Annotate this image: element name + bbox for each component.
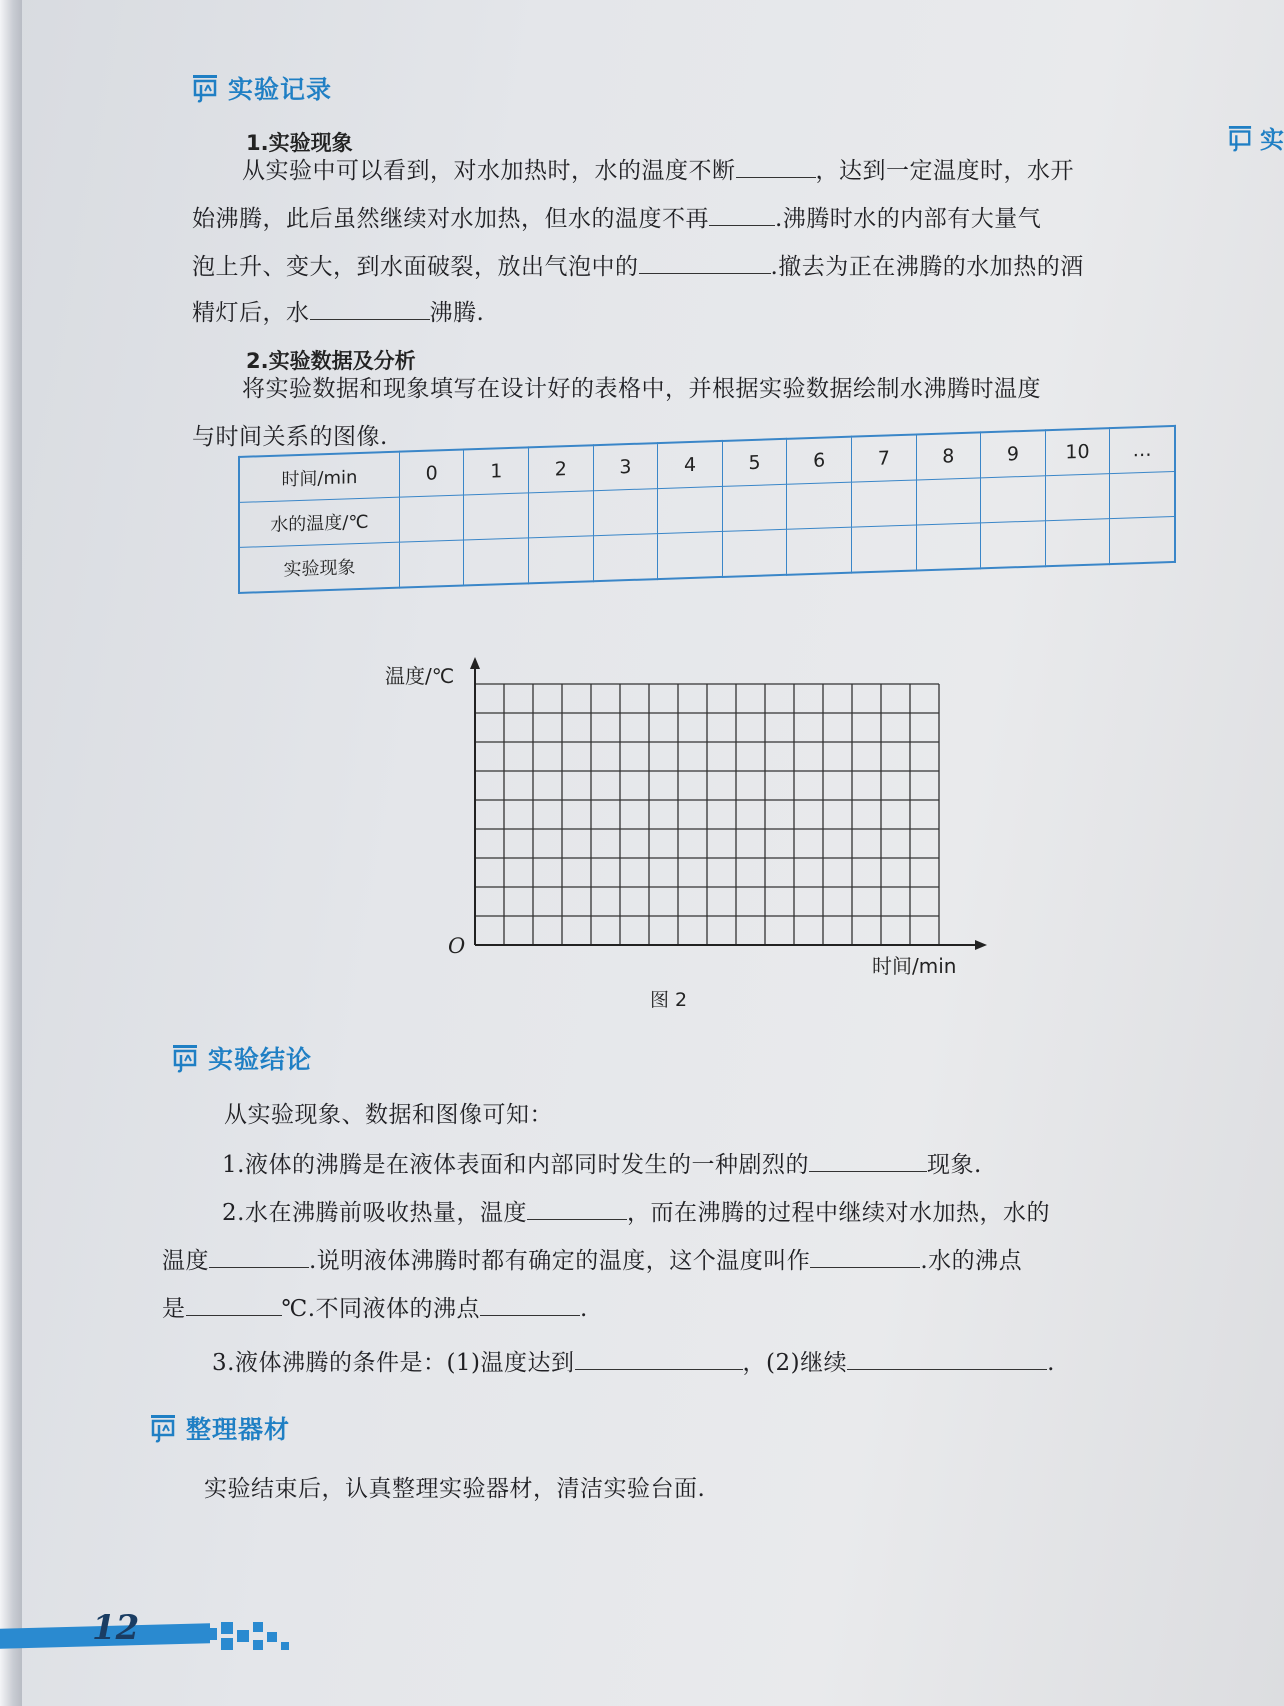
empty-cell[interactable]	[787, 527, 852, 575]
time-cell: 5	[722, 439, 787, 487]
analysis-paragraph: 与时间关系的图像.	[192, 424, 388, 450]
empty-cell[interactable]	[529, 536, 594, 584]
answer-blank[interactable]	[810, 1243, 920, 1268]
figure-caption: 图 2	[650, 989, 688, 1011]
time-cell: 7	[851, 435, 916, 483]
empty-cell[interactable]	[851, 525, 916, 573]
y-axis-arrow	[470, 657, 480, 669]
answer-blank[interactable]	[310, 295, 430, 320]
page-number: 12	[92, 1608, 140, 1648]
origin-label: O	[448, 934, 466, 958]
time-cell: 4	[658, 441, 723, 489]
answer-blank[interactable]	[847, 1345, 1047, 1370]
graph-grid	[475, 684, 939, 945]
section-icon	[172, 1043, 198, 1073]
text-line: 泡上升、变大，到水面破裂，放出气泡中的	[192, 254, 639, 280]
section-icon	[192, 73, 218, 103]
text-line: .说明液体沸腾时都有确定的温度，这个温度叫作	[309, 1248, 811, 1274]
empty-cell[interactable]	[981, 476, 1046, 523]
empty-cell[interactable]	[851, 480, 916, 527]
conclusion-item-3	[212, 1340, 1212, 1386]
text-line: 温度	[162, 1248, 209, 1274]
section-heading-conclusion	[172, 1040, 312, 1076]
text-line: ，达到一定温度时，水开	[815, 158, 1074, 184]
y-axis-label: 温度/℃	[385, 664, 455, 688]
conclusion-item-2-cont	[162, 1238, 1202, 1284]
answer-blank[interactable]	[809, 1147, 927, 1172]
text-line: 3.液体沸腾的条件是：(1)温度达到	[212, 1350, 575, 1376]
answer-blank[interactable]	[575, 1345, 743, 1370]
conclusion-intro: 从实验现象、数据和图像可知：	[224, 1102, 553, 1128]
empty-cell[interactable]	[1110, 516, 1175, 564]
text-line: .	[580, 1296, 588, 1322]
empty-cell[interactable]	[464, 538, 529, 586]
section-title: 实验记录	[228, 75, 333, 104]
text-line: .	[1047, 1350, 1055, 1376]
empty-cell[interactable]	[399, 540, 464, 588]
text-line: ，(2)继续	[742, 1350, 848, 1376]
text-line: .撤去为正在沸腾的水加热的酒	[770, 254, 1084, 280]
section-icon	[1228, 124, 1252, 152]
row-header-time: 时间/min	[239, 452, 399, 503]
side-heading-fragment	[1228, 120, 1284, 155]
phenomenon-paragraph	[192, 290, 1162, 336]
text-line: 是	[162, 1296, 186, 1322]
section-heading-cleanup	[150, 1410, 290, 1446]
text-line: .沸腾时水的内部有大量气	[775, 206, 1042, 232]
empty-cell[interactable]	[1110, 471, 1175, 518]
time-cell: 1	[464, 447, 529, 495]
footer-pixel-decoration	[205, 1618, 295, 1658]
empty-cell[interactable]	[658, 531, 723, 579]
text-line: 2.水在沸腾前吸收热量，温度	[222, 1200, 527, 1226]
row-header-temperature: 水的温度/℃	[239, 497, 399, 547]
section-title: 实验结论	[208, 1045, 313, 1074]
time-cell: 3	[593, 443, 658, 491]
phenomenon-paragraph	[192, 244, 1162, 290]
empty-cell[interactable]	[399, 495, 464, 542]
empty-cell[interactable]	[593, 534, 658, 582]
empty-cell[interactable]	[722, 484, 787, 531]
answer-blank[interactable]	[480, 1291, 580, 1316]
answer-blank[interactable]	[209, 1243, 309, 1268]
empty-cell[interactable]	[981, 521, 1046, 569]
empty-cell[interactable]	[787, 482, 852, 529]
x-axis-arrow	[975, 940, 987, 950]
empty-cell[interactable]	[722, 529, 787, 577]
text-line: 始沸腾，此后虽然继续对水加热，但水的温度不再	[192, 206, 709, 232]
text-line: 沸腾.	[429, 300, 485, 326]
empty-cell[interactable]	[1045, 474, 1110, 521]
empty-cell[interactable]	[916, 523, 981, 571]
text-line: 现象.	[926, 1152, 982, 1178]
phenomenon-paragraph	[192, 196, 1162, 242]
answer-blank[interactable]	[709, 201, 775, 226]
text-line: ，而在沸腾的过程中继续对水加热，水的	[626, 1200, 1050, 1226]
time-cell: 8	[916, 432, 981, 480]
time-cell: …	[1110, 426, 1175, 474]
text-line: 从实验中可以看到，对水加热时，水的温度不断	[242, 158, 736, 184]
phenomenon-paragraph	[242, 148, 1162, 194]
conclusion-item-2	[222, 1190, 1202, 1236]
side-heading-text: 实	[1260, 126, 1284, 154]
time-cell: 6	[787, 437, 852, 485]
answer-blank[interactable]	[736, 153, 816, 178]
answer-blank[interactable]	[639, 249, 771, 274]
time-cell: 2	[529, 445, 594, 493]
x-axis-label: 时间/min	[872, 954, 957, 978]
text-line: 精灯后，水	[192, 300, 310, 326]
cleanup-text: 实验结束后，认真整理实验器材，清洁实验台面.	[204, 1476, 706, 1502]
analysis-title: 2.实验数据及分析	[246, 349, 416, 373]
empty-cell[interactable]	[464, 493, 529, 540]
section-heading-record	[192, 70, 332, 106]
row-header-phenomenon: 实验现象	[239, 542, 399, 593]
phenomenon-title: 1.实验现象	[246, 131, 353, 155]
analysis-paragraph: 将实验数据和现象填写在设计好的表格中，并根据实验数据绘制水沸腾时温度	[242, 376, 1041, 402]
conclusion-item-1	[222, 1142, 1182, 1188]
answer-blank[interactable]	[527, 1195, 627, 1220]
time-cell: 9	[981, 430, 1046, 478]
conclusion-item-2-end	[162, 1286, 1202, 1332]
time-cell: 0	[399, 450, 464, 498]
section-title: 整理器材	[186, 1415, 291, 1444]
text-line: ℃.不同液体的沸点	[281, 1296, 481, 1322]
empty-cell[interactable]	[529, 491, 594, 538]
empty-cell[interactable]	[916, 478, 981, 525]
time-cell: 10	[1045, 428, 1110, 476]
text-line: .水的沸点	[920, 1248, 1023, 1274]
section-icon	[150, 1413, 176, 1443]
text-line: 1.液体的沸腾是在液体表面和内部同时发生的一种剧烈的	[222, 1152, 809, 1178]
empty-cell[interactable]	[1045, 519, 1110, 567]
empty-cell[interactable]	[658, 486, 723, 533]
blank-graph	[380, 655, 990, 985]
empty-cell[interactable]	[593, 489, 658, 536]
answer-blank[interactable]	[186, 1291, 282, 1316]
